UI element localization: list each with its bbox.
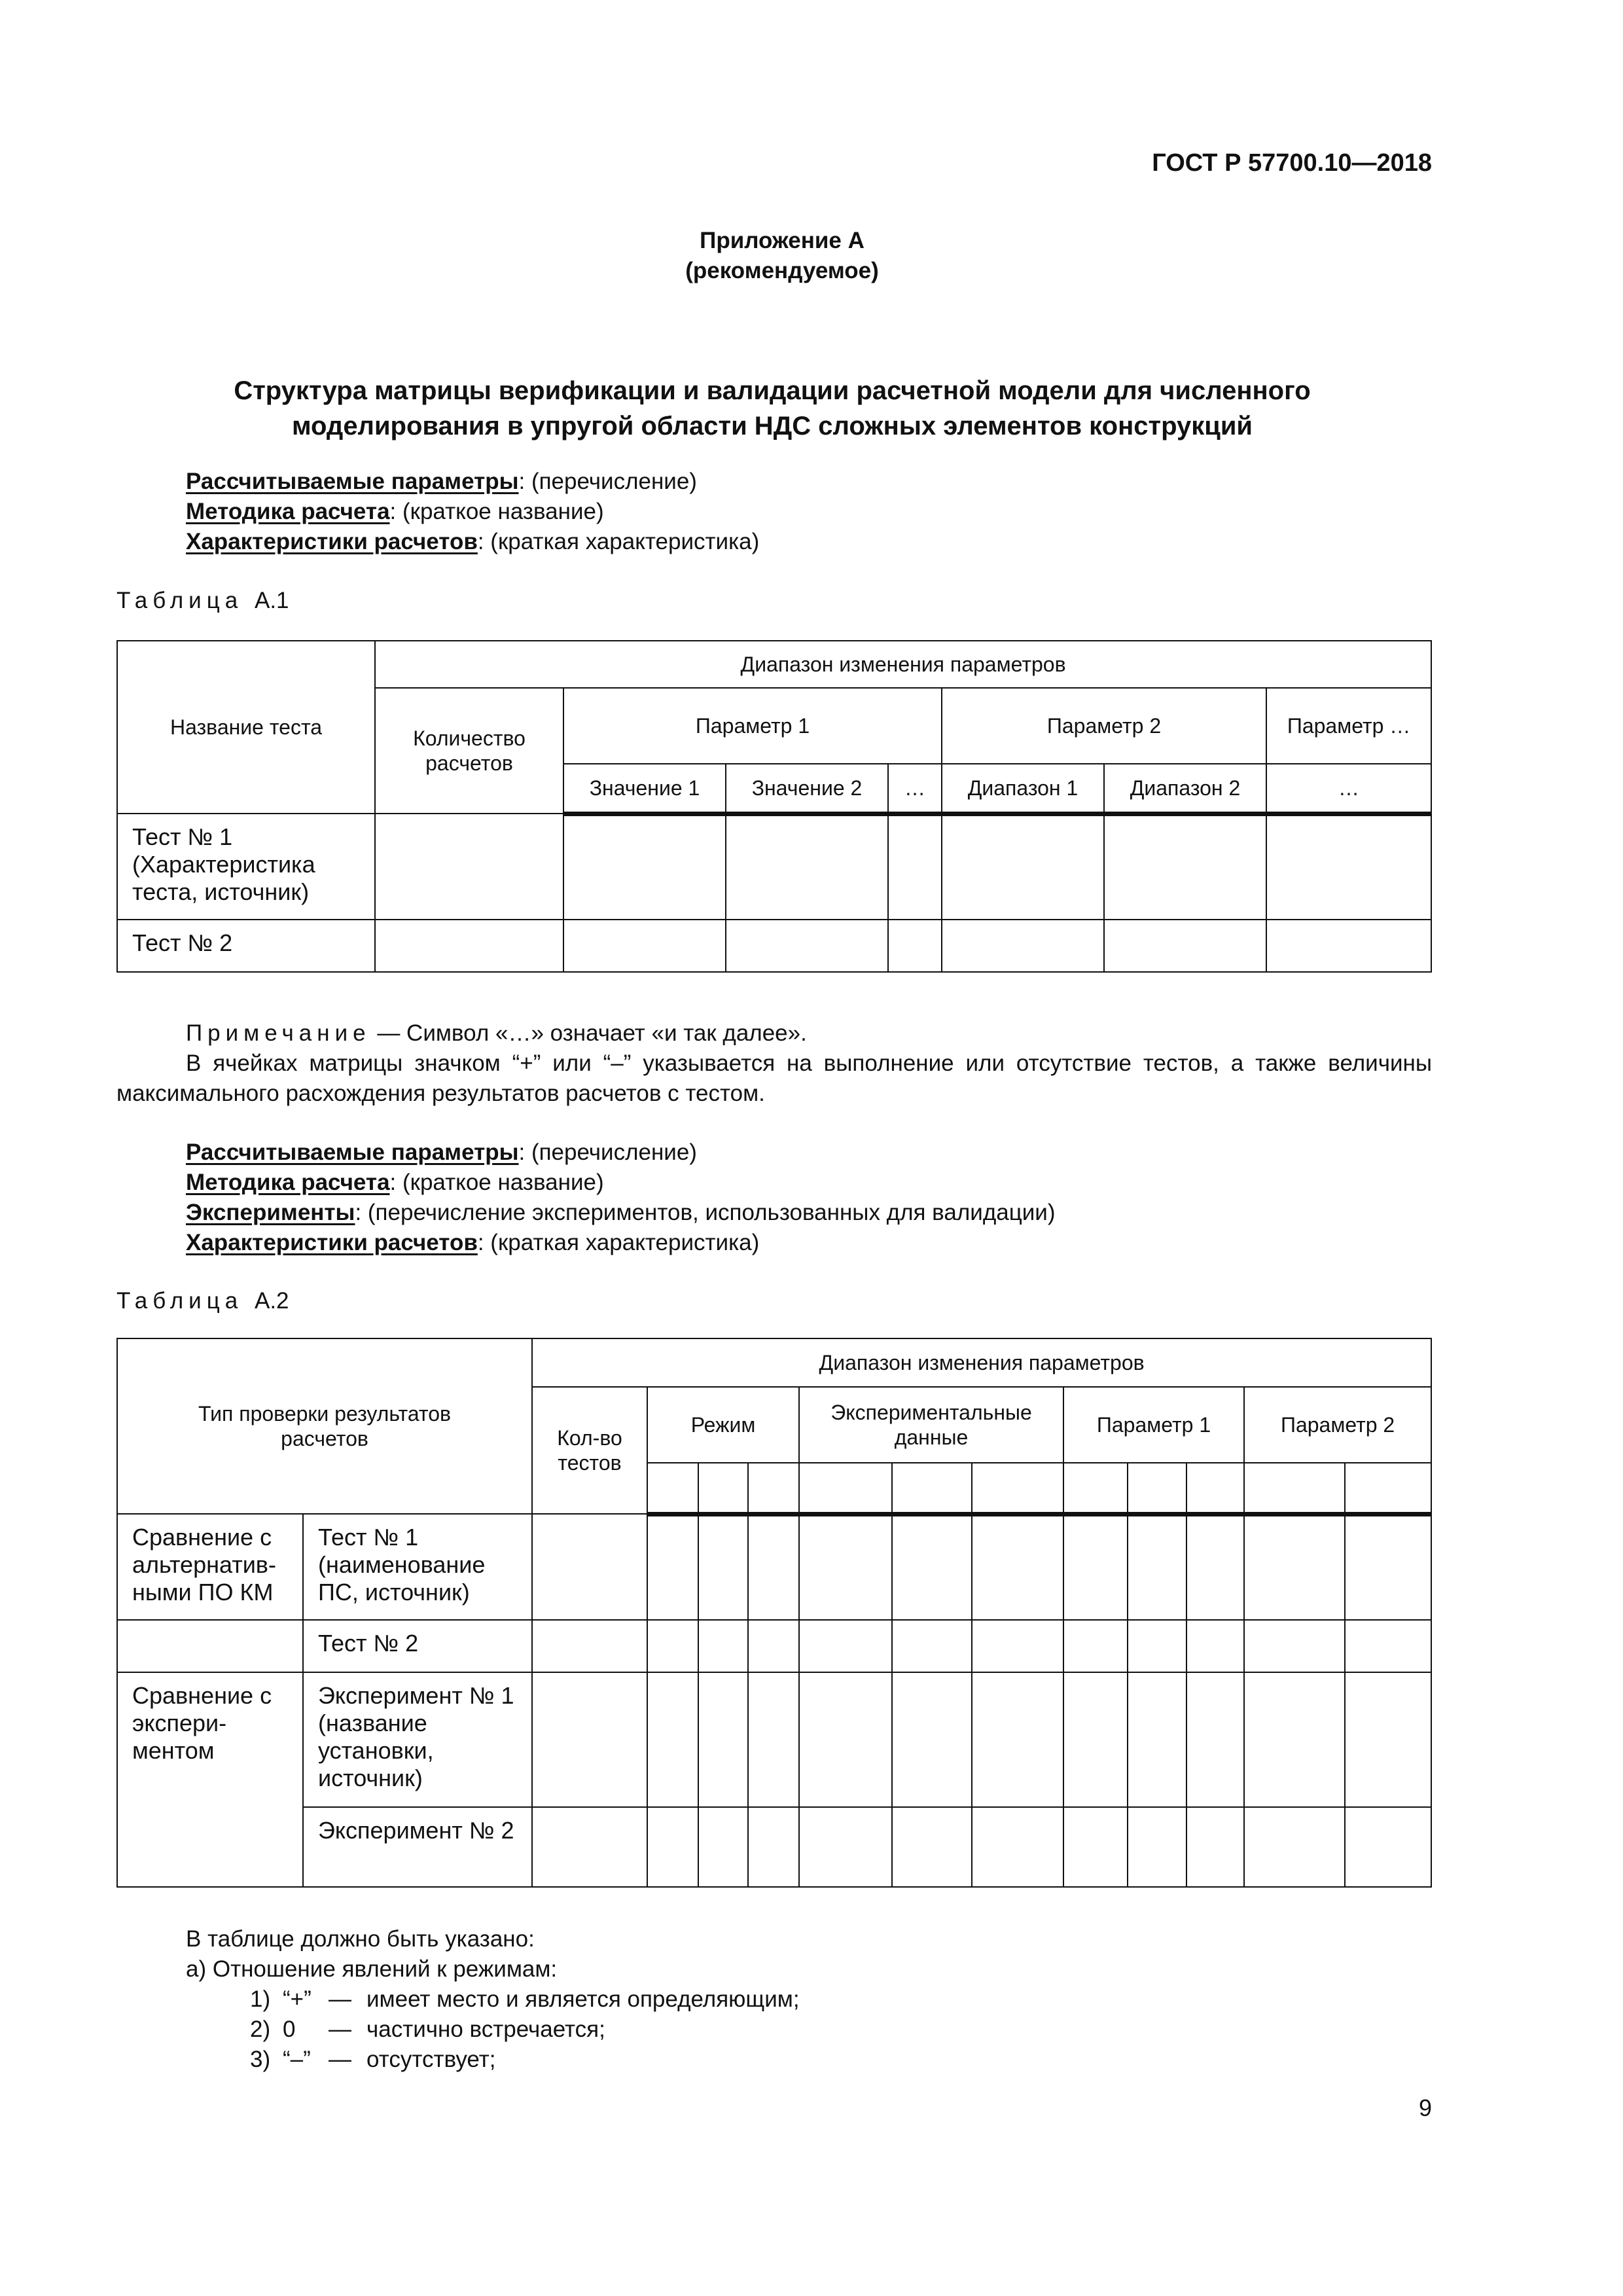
meta1-method [186, 497, 604, 527]
table-cell [748, 1620, 799, 1672]
list-dash: — [329, 2017, 351, 2042]
table-cell [563, 920, 726, 972]
section-heading-line-1: Структура матрицы верификации и валидации расчетной модели для численного [234, 376, 1311, 405]
t2-head-check-type: Тип проверки результатов расчетов [117, 1338, 532, 1514]
table-cell [1186, 1463, 1244, 1514]
t2-head-count: Кол-во тестов [532, 1387, 647, 1514]
table-cell [647, 1672, 698, 1807]
t2-row2-item: Тест № 2 [303, 1620, 532, 1672]
table-cell [1345, 1807, 1431, 1887]
list-text: отсутствует; [366, 2047, 496, 2072]
table-cell [1186, 1620, 1244, 1672]
t2-head-mode: Режим [647, 1387, 799, 1463]
table-cell [1244, 1514, 1345, 1620]
table-cell [1063, 1514, 1128, 1620]
t1-row2-name: Тест № 2 [117, 920, 375, 972]
meta2-method [186, 1168, 604, 1198]
table-cell [1266, 920, 1431, 972]
meta1-method-label: Методика расчета [186, 499, 390, 524]
t1-head-range1: Диапазон 1 [942, 764, 1104, 814]
table-cell [1186, 1672, 1244, 1807]
table2-caption-word: Таблица [116, 1288, 243, 1314]
table-cell [1186, 1514, 1244, 1620]
table-cell [647, 1620, 698, 1672]
table-cell [1063, 1620, 1128, 1672]
table1-caption-word: Таблица [116, 588, 243, 613]
t1-head-paramN: Параметр … [1266, 688, 1431, 764]
table-cell [563, 814, 726, 920]
table-cell [1186, 1807, 1244, 1887]
meta2-experiments [186, 1198, 1056, 1228]
t2-row3-group: Сравнение с экспериментом [117, 1672, 303, 1887]
t2-row4-item: Эксперимент № 2 [303, 1807, 532, 1887]
table-cell [1104, 814, 1266, 920]
table-cell [799, 1514, 892, 1620]
table-cell [1128, 1514, 1186, 1620]
meta1-chars-label: Характеристики расчетов [186, 529, 478, 554]
table-cell [942, 814, 1104, 920]
table-cell [698, 1672, 748, 1807]
t2-row1-item: Тест № 1 (наименование ПС, источник) [303, 1514, 532, 1620]
table-cell [532, 1672, 647, 1807]
meta2-exp-value: : (перечисление экспериментов, использованных для валидации) [355, 1200, 1056, 1225]
table-cell [972, 1672, 1063, 1807]
list-text: частично встречается; [366, 2017, 605, 2042]
list-num: 2) [250, 2017, 271, 2042]
table-row [117, 1620, 1431, 1672]
table-cell [1244, 1620, 1345, 1672]
table-cell [1345, 1672, 1431, 1807]
meta2-params-label: Рассчитываемые параметры [186, 1139, 519, 1165]
meta1-method-value: : (краткое название) [389, 499, 604, 524]
table1-caption-number: А.1 [254, 588, 289, 613]
table2-caption [116, 1288, 289, 1314]
t1-head-param2: Параметр 2 [942, 688, 1266, 764]
table-cell [726, 814, 888, 920]
table-cell [888, 920, 942, 972]
section-heading-line-2: моделирования в упругой области НДС сложных элементов конструкций [291, 412, 1253, 440]
t1-head-ellipsis1: … [888, 764, 942, 814]
list-symbol: “–” [283, 2047, 311, 2072]
table-cell [1244, 1807, 1345, 1887]
t1-head-test-name: Название теста [117, 641, 375, 814]
table-cell [1345, 1514, 1431, 1620]
table1-caption [116, 588, 289, 614]
annex-title: Приложение А [700, 228, 865, 253]
note-text: — Символ «…» означает «и так далее». [370, 1020, 807, 1046]
table-cell [892, 1620, 972, 1672]
table-row [117, 814, 1431, 920]
table-cell [748, 1514, 799, 1620]
table-cell [1063, 1807, 1128, 1887]
table-cell [972, 1620, 1063, 1672]
table-a2 [116, 1338, 1432, 1888]
note-paragraph: В ячейках матрицы значком “+” или “–” указывается на выполнение или отсутствие тестов, а также величины максимального расхождения результатов расчетов с тестом. [116, 1050, 1432, 1106]
table-cell [375, 814, 563, 920]
table-cell [972, 1514, 1063, 1620]
meta2-method-value: : (краткое название) [389, 1170, 604, 1195]
table-cell [532, 1514, 647, 1620]
table-cell [1244, 1463, 1345, 1514]
table-cell [647, 1463, 698, 1514]
table-cell [647, 1807, 698, 1887]
table-row [117, 1807, 1431, 1887]
table-cell [748, 1807, 799, 1887]
table-cell [748, 1463, 799, 1514]
table-cell [799, 1620, 892, 1672]
meta2-params-value: : (перечисление) [518, 1139, 697, 1165]
table-cell [1128, 1807, 1186, 1887]
document-standard-number: ГОСТ Р 57700.10—2018 [1152, 149, 1432, 177]
t2-row3-item: Эксперимент № 1 (название установки, источник) [303, 1672, 532, 1807]
t1-row1-name: Тест № 1 (Характеристика теста, источник) [117, 814, 375, 920]
table-cell [888, 814, 942, 920]
t1-head-value1: Значение 1 [563, 764, 726, 814]
meta1-chars [186, 527, 759, 557]
table1-note [186, 1018, 807, 1049]
table-cell [799, 1463, 892, 1514]
meta2-method-label: Методика расчета [186, 1170, 390, 1195]
meta2-chars-label: Характеристики расчетов [186, 1230, 478, 1255]
t1-head-value2: Значение 2 [726, 764, 888, 814]
meta2-chars [186, 1228, 759, 1258]
t1-head-param1: Параметр 1 [563, 688, 942, 764]
meta1-chars-value: : (краткая характеристика) [477, 529, 760, 554]
page-number: 9 [1418, 2094, 1432, 2121]
table-cell [1128, 1463, 1186, 1514]
t2-head-range: Диапазон изменения параметров [532, 1338, 1431, 1387]
annex-status: (рекомендуемое) [685, 258, 879, 283]
table-cell [799, 1672, 892, 1807]
meta2-params [186, 1138, 697, 1168]
table-cell [647, 1514, 698, 1620]
list-symbol: 0 [283, 2017, 296, 2042]
meta2-chars-value: : (краткая характеристика) [477, 1230, 760, 1255]
t1-head-range: Диапазон изменения параметров [375, 641, 1431, 688]
table-cell [726, 920, 888, 972]
table-cell [698, 1807, 748, 1887]
table-cell [972, 1807, 1063, 1887]
table-row [117, 1514, 1431, 1620]
list-num: 1) [250, 1986, 271, 2012]
table-cell [698, 1514, 748, 1620]
t1-head-range2: Диапазон 2 [1104, 764, 1266, 814]
meta2-exp-label: Эксперименты [186, 1200, 355, 1225]
table-a1 [116, 640, 1432, 973]
table-cell [892, 1807, 972, 1887]
table-cell [1128, 1620, 1186, 1672]
table-cell [1063, 1672, 1128, 1807]
table-cell [1244, 1672, 1345, 1807]
table-cell [1345, 1463, 1431, 1514]
table-cell [942, 920, 1104, 972]
table-cell [799, 1807, 892, 1887]
footer-item-a: а) Отношение явлений к режимам: [186, 1956, 558, 1982]
list-dash: — [329, 1986, 351, 2012]
table-cell [1345, 1620, 1431, 1672]
table-cell [1266, 814, 1431, 920]
note-label: Примечание [186, 1020, 371, 1046]
table-cell [698, 1620, 748, 1672]
t2-row1-group: Сравнение с альтернативными ПО КМ [117, 1514, 303, 1620]
list-symbol: “+” [283, 1986, 312, 2012]
table-cell [1063, 1463, 1128, 1514]
table-cell [892, 1672, 972, 1807]
t1-head-count: Количество расчетов [375, 688, 563, 814]
table-cell [748, 1672, 799, 1807]
table-row [117, 920, 1431, 972]
meta1-params-value: : (перечисление) [518, 469, 697, 494]
t2-row2-group [117, 1620, 303, 1672]
list-dash: — [329, 2047, 351, 2072]
table-cell [972, 1463, 1063, 1514]
t2-head-exp-data: Экспериментальные данные [799, 1387, 1063, 1463]
list-text: имеет место и является определяющим; [366, 1986, 800, 2012]
t2-head-param1: Параметр 1 [1063, 1387, 1244, 1463]
t2-head-param2: Параметр 2 [1244, 1387, 1431, 1463]
t1-head-ellipsis2: … [1266, 764, 1431, 814]
meta1-params-label: Рассчитываемые параметры [186, 469, 519, 494]
table-cell [1104, 920, 1266, 972]
table2-caption-number: А.2 [254, 1288, 289, 1314]
table-row [117, 1672, 1431, 1807]
table-cell [375, 920, 563, 972]
table-cell [892, 1514, 972, 1620]
table-cell [1128, 1672, 1186, 1807]
meta1-params [186, 467, 697, 497]
table-cell [892, 1463, 972, 1514]
footer-intro: В таблице должно быть указано: [186, 1926, 535, 1952]
table-cell [698, 1463, 748, 1514]
table-cell [532, 1807, 647, 1887]
table-cell [532, 1620, 647, 1672]
list-num: 3) [250, 2047, 271, 2072]
